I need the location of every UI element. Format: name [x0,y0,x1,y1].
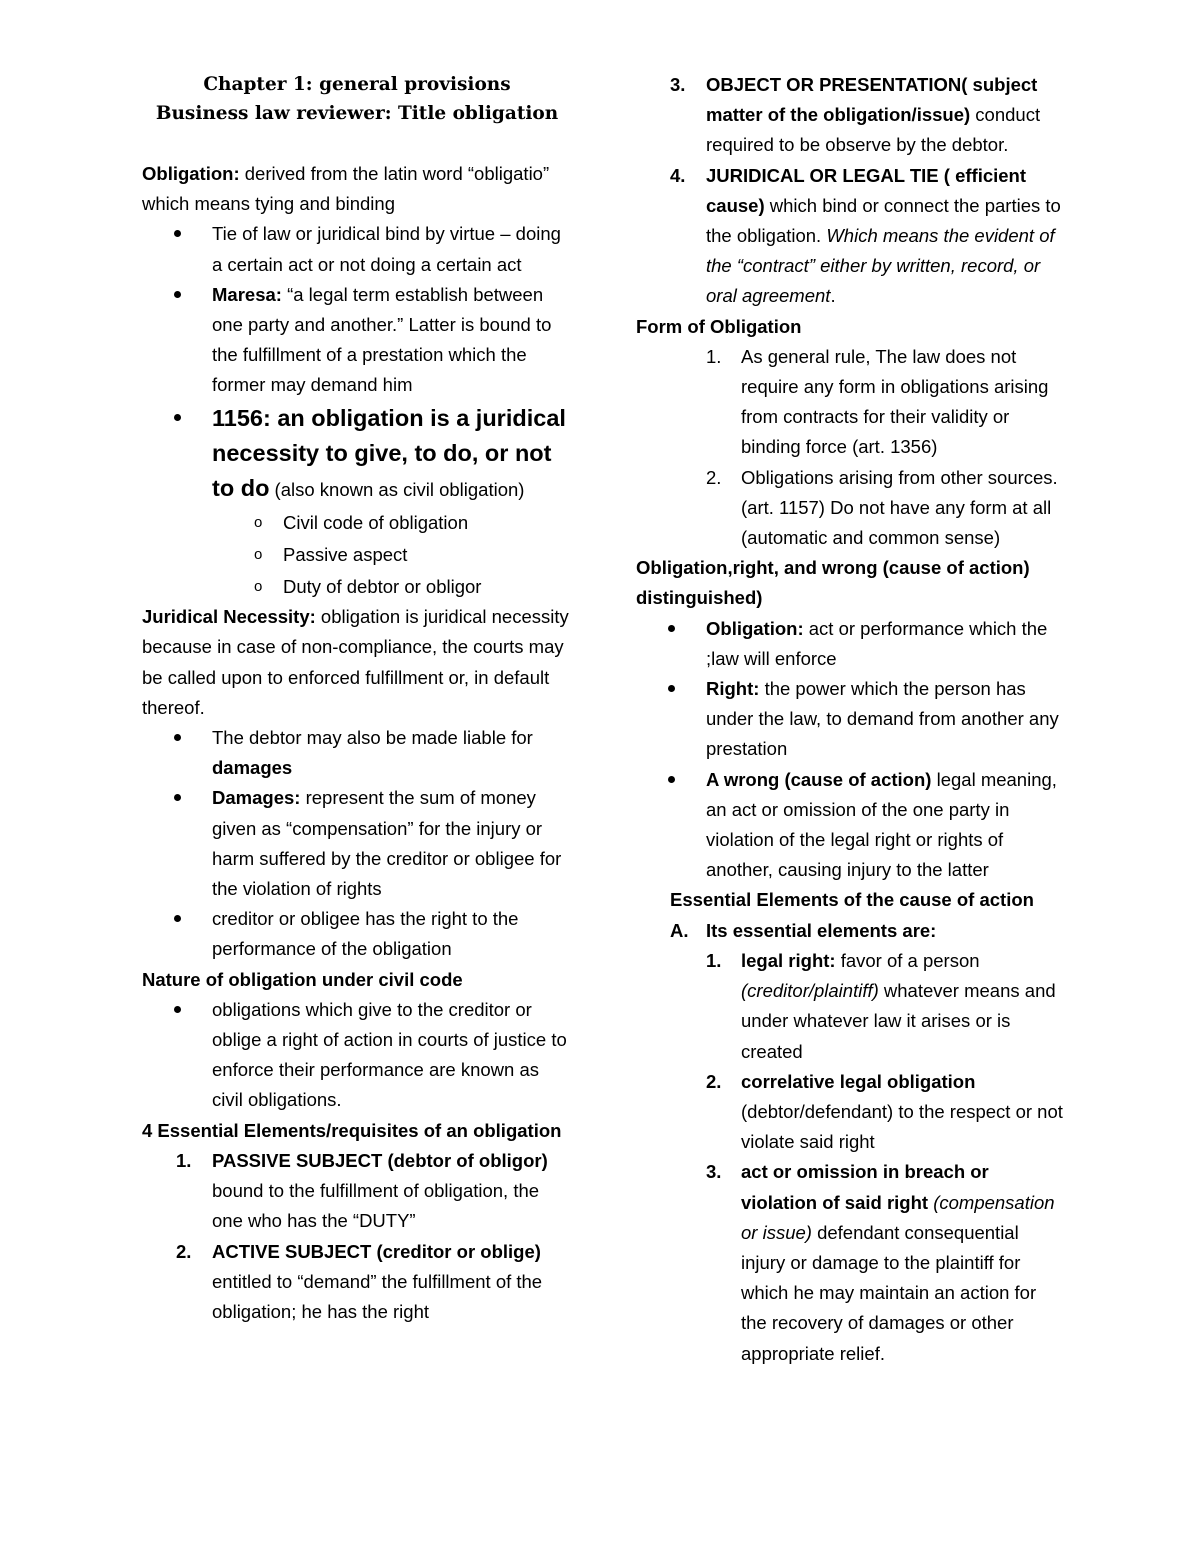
bullet-icon [174,723,181,753]
list-item: Right: the power which the person has under the law, to demand from another any prestation [636,674,1066,765]
list-item: 3. act or omission in breach or violation of said right (compensation or issue) defendant consequential injury or damage to the plaintiff for which he may maintain an action for the recovery of damages or other appropriate relief. [706,1161,1055,1364]
list-item: A. Its essential elements are: [670,919,937,941]
list-item: Obligation: act or performance which the ;law will enforce [636,614,1066,674]
sub-list-item: o Passive aspect [142,540,572,570]
bullet-icon [668,674,675,704]
list-item: Maresa: “a legal term establish between one party and another.” Latter is bound to the fulfillment of a prestation which the former may demand him [142,280,572,401]
title-line-1: Chapter 1: general provisions [203,74,511,95]
sub-list-item: o Duty of debtor or obligor [142,572,572,602]
bullet-icon [174,403,181,433]
list-item: The debtor may also be made liable for damages [142,723,572,783]
bullet-icon [174,280,181,310]
obligation-bullets [142,219,572,505]
bullet-icon [174,219,181,249]
obligation-term: Obligation: [142,163,240,184]
right-column [636,70,1066,1369]
list-item: 1. PASSIVE SUBJECT (debtor of obligor) bound to the fulfillment of obligation, the one who has the “DUTY” [176,1149,548,1232]
list-item: obligations which give to the creditor or oblige a right of action in courts of justice to enforce their performance are known as civil obligations. [142,995,572,1116]
list-item: 1. As general rule, The law does not require any form in obligations arising from contracts for their validity or binding force (art. 1356) [706,345,1049,458]
list-item: A wrong (cause of action) legal meaning, an act or omission of the one party in violation of the legal right or rights of another, causing injury to the latter [636,765,1066,886]
essential-list [142,1146,572,1327]
essential-heading: 4 Essential Elements/requisites of an obligation [142,1119,562,1141]
title-line-2: Business law reviewer: Title obligation [155,103,559,124]
alpha-list [636,916,1066,946]
obligation-definition [142,159,572,219]
list-item: Damages: represent the sum of money given as “compensation” for the injury or harm suffered by the creditor or obligee for the violation of rights [142,783,572,904]
left-column [142,70,572,1327]
bullet-icon [174,904,181,934]
list-item: 4. JURIDICAL OR LEGAL TIE ( efficient cause) which bind or connect the parties to the obligation. Which means the evident of the “contract” either by written, record, or oral agreement. [670,164,1061,307]
article-1156: 1156: an obligation is a juridical necessity to give, to do, or not to do [212,404,566,501]
juridical-bullets [142,723,572,965]
cause-list [636,946,1066,1369]
obligation-def-text: derived from the latin word “obligatio” which means tying and binding [142,163,550,215]
list-item: 1. legal right: favor of a person (creditor/plaintiff) whatever means and under whatever law it arises or is created [706,949,1056,1062]
circle-bullet-icon: o [254,545,263,563]
list-item: Tie of law or juridical bind by virtue – doing a certain act or not doing a certain act [142,219,572,279]
page-title [142,70,572,128]
sub-list-item: o Civil code of obligation [142,508,572,538]
list-item: 2. Obligations arising from other sources. (art. 1157) Do not have any form at all (automatic and common sense) [706,466,1058,549]
bullet-icon [668,765,675,795]
juridical-necessity: Juridical Necessity: obligation is juridical necessity because in case of non-compliance, the courts may be called upon to enforced fulfillment or, in default thereof. [142,606,569,718]
form-heading: Form of Obligation [636,315,802,337]
distinguished-bullets [636,614,1066,886]
bullet-icon [174,783,181,813]
list-item: 2. ACTIVE SUBJECT (creditor or oblige) entitled to “demand” the fulfillment of the obligation; he has the right [176,1240,543,1322]
bullet-icon [668,614,675,644]
sub-bullets [142,508,572,603]
bullet-icon [174,995,181,1025]
list-item: 3. OBJECT OR PRESENTATION( subject matter of the obligation/issue) conduct required to be observe by the debtor. [670,74,1041,156]
circle-bullet-icon: o [254,578,263,596]
list-item: creditor or obligee has the right to the performance of the obligation [142,904,572,964]
circle-bullet-icon: o [254,513,263,531]
form-list [636,342,1066,553]
nature-heading: Nature of obligation under civil code [142,968,463,990]
list-item: 1156: an obligation is a juridical necessity to give, to do, or not to do (also known as civil obligation) [142,401,572,506]
nature-bullets [142,995,572,1116]
cause-heading: Essential Elements of the cause of action [670,889,1034,911]
essential-list-continued [636,70,1066,312]
distinguished-heading: Obligation,right, and wrong (cause of action) distinguished) [636,557,1030,609]
list-item: 2. correlative legal obligation (debtor/defendant) to the respect or not violate said right [706,1070,1063,1153]
